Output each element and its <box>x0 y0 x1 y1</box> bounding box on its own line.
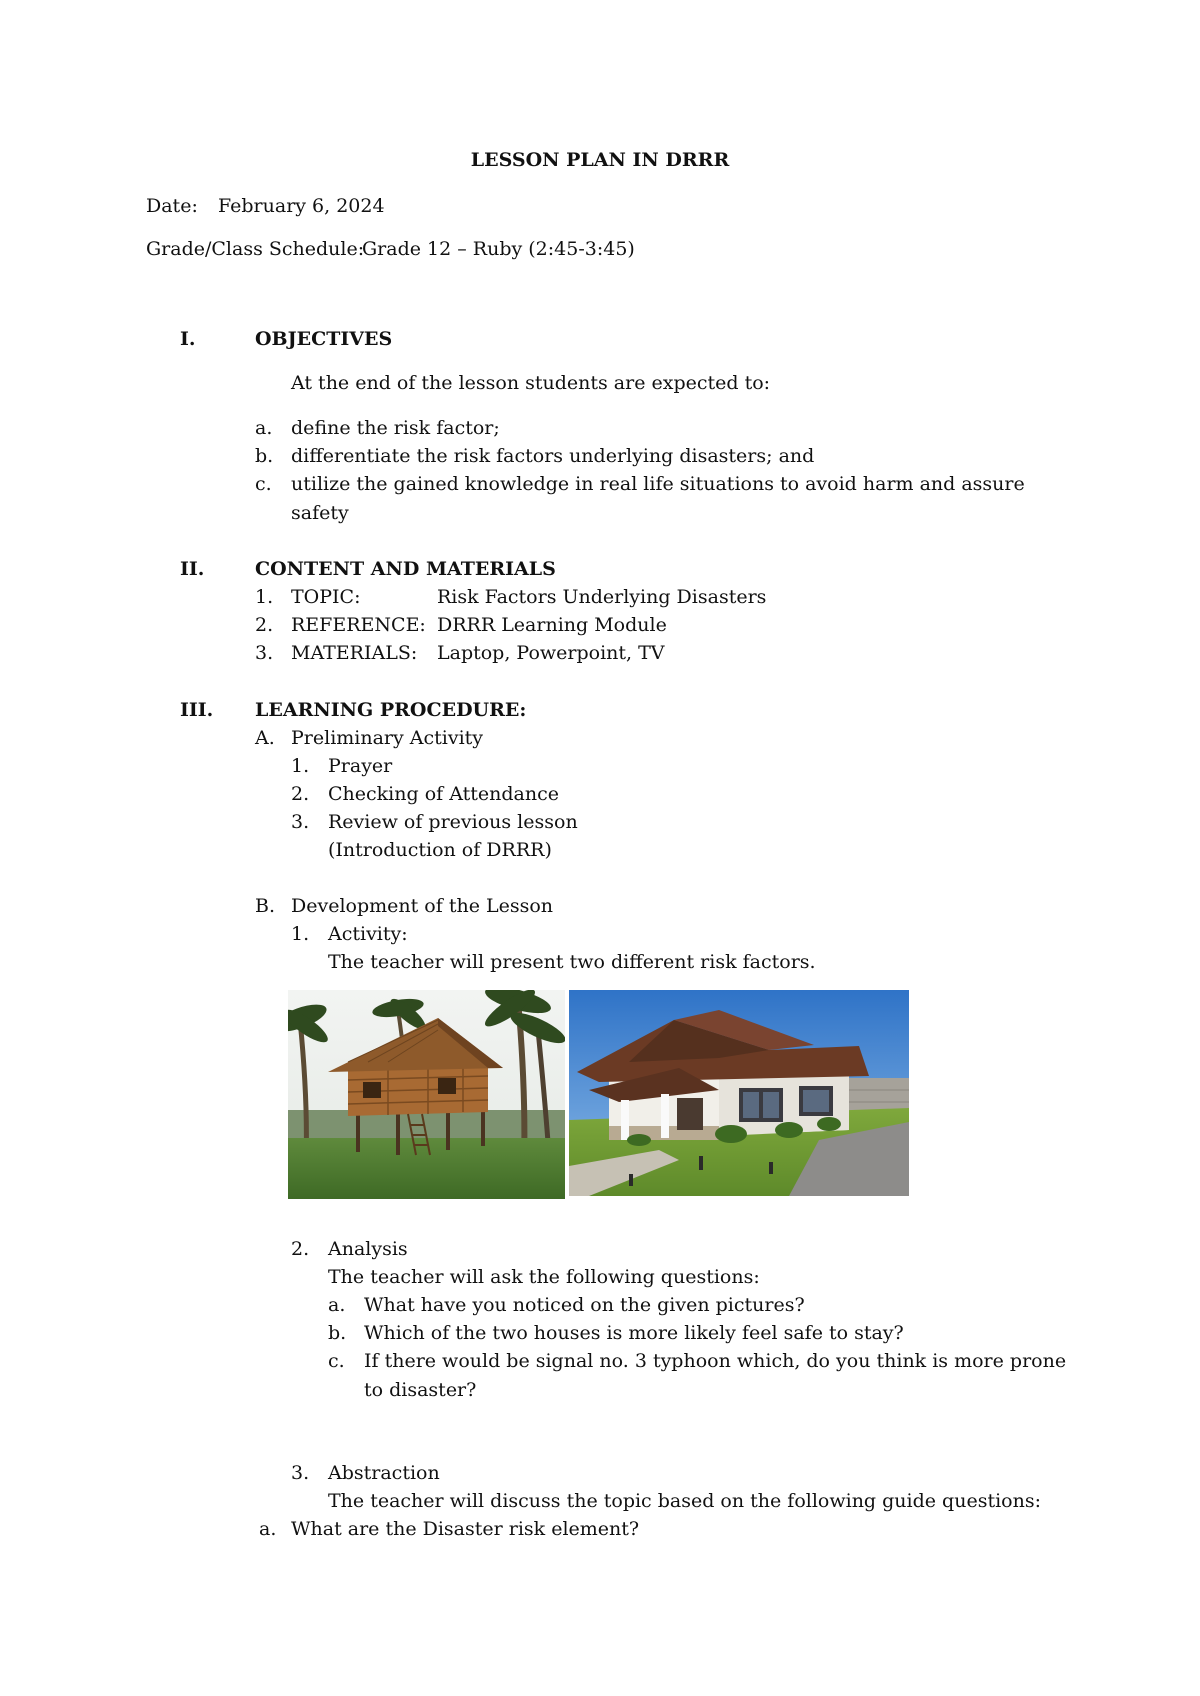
content-marker: 3. <box>255 642 274 664</box>
content-label: MATERIALS: <box>291 642 418 664</box>
content-label: TOPIC: <box>291 586 361 608</box>
objective-text: utilize the gained knowledge in real life situations to avoid harm and assure <box>291 473 1025 495</box>
preliminary-marker: A. <box>255 727 275 749</box>
abstraction-question: What are the Disaster risk element? <box>291 1518 640 1540</box>
analysis-question: Which of the two houses is more likely feel safe to stay? <box>364 1322 904 1344</box>
analysis-label: Analysis <box>328 1238 408 1260</box>
date-value: February 6, 2024 <box>218 195 385 217</box>
analysis-marker: 2. <box>291 1238 310 1260</box>
date-label: Date: <box>146 195 198 217</box>
activity-text: The teacher will present two different risk factors. <box>328 951 816 973</box>
preliminary-item: Prayer <box>328 755 393 777</box>
content-heading: CONTENT AND MATERIALS <box>255 558 556 580</box>
bamboo-house-photo <box>288 990 565 1199</box>
page-title: LESSON PLAN IN DRRR <box>470 149 730 171</box>
schedule-value: Grade 12 – Ruby (2:45-3:45) <box>362 238 635 260</box>
analysis-question-marker: b. <box>328 1322 347 1344</box>
preliminary-item: Checking of Attendance <box>328 783 559 805</box>
analysis-question-continued: to disaster? <box>364 1379 477 1401</box>
content-label: REFERENCE: <box>291 614 426 636</box>
abstraction-text: The teacher will discuss the topic based on the following guide questions: <box>328 1490 1041 1512</box>
development-label: Development of the Lesson <box>291 895 554 917</box>
content-value: Laptop, Powerpoint, TV <box>437 642 665 664</box>
preliminary-item-marker: 1. <box>291 755 310 777</box>
activity-marker: 1. <box>291 923 310 945</box>
objective-marker: a. <box>255 417 273 439</box>
analysis-question-marker: c. <box>328 1350 345 1372</box>
analysis-question-marker: a. <box>328 1294 346 1316</box>
preliminary-item-marker: 2. <box>291 783 310 805</box>
content-marker: 1. <box>255 586 274 608</box>
content-value: Risk Factors Underlying Disasters <box>437 586 767 608</box>
abstraction-marker: 3. <box>291 1462 310 1484</box>
analysis-question: If there would be signal no. 3 typhoon which, do you think is more prone <box>364 1350 1067 1372</box>
objectives-numeral: I. <box>180 328 196 350</box>
content-value: DRRR Learning Module <box>437 614 667 636</box>
preliminary-item-marker: 3. <box>291 811 310 833</box>
objective-marker: b. <box>255 445 274 467</box>
objective-text: differentiate the risk factors underlying disasters; and <box>291 445 815 467</box>
preliminary-item-sub: (Introduction of DRRR) <box>328 839 552 861</box>
objectives-intro: At the end of the lesson students are expected to: <box>291 372 771 394</box>
analysis-question: What have you noticed on the given pictures? <box>364 1294 805 1316</box>
activity-label: Activity: <box>328 923 408 945</box>
analysis-text: The teacher will ask the following questions: <box>328 1266 760 1288</box>
objective-text-continued: safety <box>291 502 349 524</box>
abstraction-label: Abstraction <box>328 1462 440 1484</box>
concrete-house-photo <box>569 990 909 1196</box>
preliminary-item: Review of previous lesson <box>328 811 578 833</box>
schedule-label: Grade/Class Schedule: <box>146 238 365 260</box>
development-marker: B. <box>255 895 276 917</box>
content-marker: 2. <box>255 614 274 636</box>
objectives-heading: OBJECTIVES <box>255 328 393 350</box>
preliminary-label: Preliminary Activity <box>291 727 484 749</box>
objective-text: define the risk factor; <box>291 417 500 439</box>
objective-marker: c. <box>255 473 272 495</box>
content-numeral: II. <box>180 558 205 580</box>
abstraction-question-marker: a. <box>259 1518 277 1540</box>
procedure-heading: LEARNING PROCEDURE: <box>255 699 527 721</box>
procedure-numeral: III. <box>180 699 214 721</box>
